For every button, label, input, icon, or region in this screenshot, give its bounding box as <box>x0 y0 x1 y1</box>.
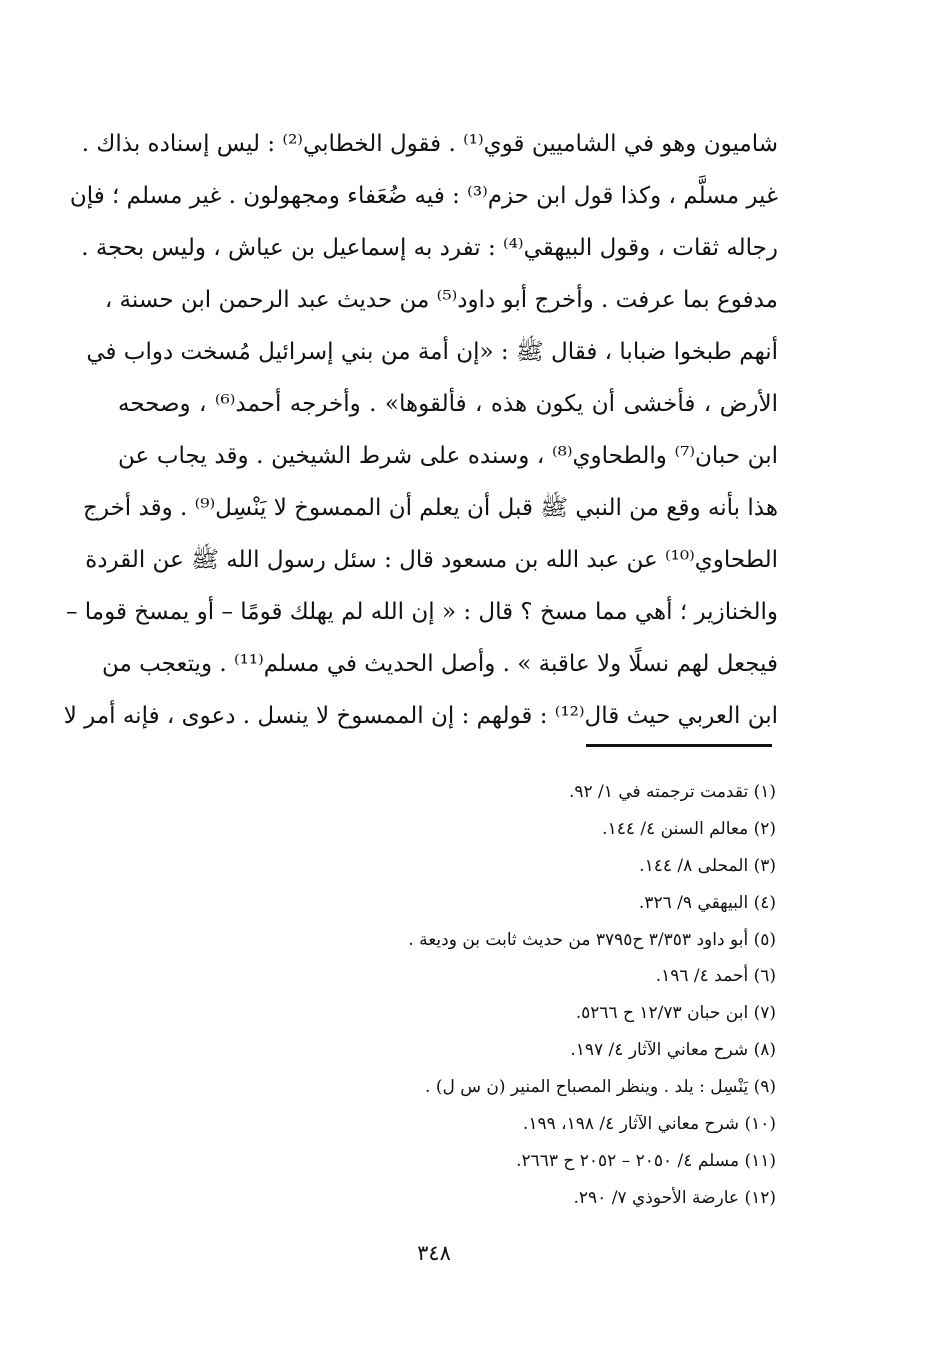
text-line: أنهم طبخوا ضبابا ، فقال ﷺ : «إن أمة من بني إسرائيل مُسخت دواب في <box>86 339 778 365</box>
footnote: (٢) معالم السنن ٤/ ١٤٤. <box>602 818 776 839</box>
page-number: ٣٤٨ <box>417 1241 451 1265</box>
footnote: (١) تقدمت ترجمته في ١/ ٩٢. <box>568 782 776 802</box>
footnote: (٩) يَنْسِل : يلد . وينظر المصباح المنير (ن س ل) . <box>425 1077 776 1098</box>
footnote: (١٢) عارضة الأحوذي ٧/ ٢٩٠. <box>573 1187 776 1208</box>
footnotes-block <box>300 774 776 1217</box>
footnote: (١١) مسلم ٤/ ٢٠٥٠ – ٢٠٥٢ ح ٢٦٦٣. <box>516 1150 776 1171</box>
text-line: والخنازير ؛ أهي مما مسخ ؟ قال : « إن الله لم يهلك قومًا – أو يمسخ قوما – <box>65 599 778 625</box>
text-line: مدفوع بما عرفت . وأخرج أبو داود⁽⁵⁾ من حديث عبد الرحمن ابن حسنة ، <box>104 287 778 313</box>
text-line: رجاله ثقات ، وقول البيهقي⁽⁴⁾ : تفرد به إسماعيل بن عياش ، وليس بحجة . <box>81 235 778 261</box>
text-line: غير مسلَّم ، وكذا قول ابن حزم⁽³⁾ : فيه ضُعَفاء ومجهولون . غير مسلم ؛ فإن <box>69 183 778 209</box>
text-line: ابن حبان⁽⁷⁾ والطحاوي⁽⁸⁾ ، وسنده على شرط الشيخين . وقد يجاب عن <box>118 443 778 469</box>
footnote: (٦) أحمد ٤/ ١٩٦. <box>655 966 776 987</box>
text-line: الأرض ، فأخشى أن يكون هذه ، فألقوها» . وأخرجه أحمد⁽⁶⁾ ، وصححه <box>118 391 779 417</box>
footnote: (٤) البيهقي ٩/ ٣٢٦. <box>638 892 776 913</box>
text-line: هذا بأنه وقع من النبي ﷺ قبل أن يعلم أن الممسوخ لا يَنْسِل⁽⁹⁾ . وقد أخرج <box>83 495 778 521</box>
footnote-separator <box>586 744 772 747</box>
footnote: (١٠) شرح معاني الآثار ٤/ ١٩٨، ١٩٩. <box>522 1114 776 1135</box>
footnote: (٨) شرح معاني الآثار ٤/ ١٩٧. <box>570 1040 776 1061</box>
main-text-block <box>63 118 779 742</box>
footnote: (٥) أبو داود ٣/٣٥٣ ح٣٧٩٥ من حديث ثابت بن وديعة . <box>408 929 776 950</box>
text-line: فيجعل لهم نسلًا ولا عاقبة » . وأصل الحديث في مسلم⁽¹¹⁾ . ويتعجب من <box>101 651 778 677</box>
text-line: شاميون وهو في الشاميين قوي⁽¹⁾ . فقول الخطابي⁽²⁾ : ليس إسناده بذاك . <box>81 131 778 157</box>
text-line: الطحاوي⁽¹⁰⁾ عن عبد الله بن مسعود قال : سئل رسول الله ﷺ عن القردة <box>85 547 778 573</box>
footnote: (٣) المحلى ٨/ ١٤٤. <box>639 855 776 876</box>
footnote: (٧) ابن حبان ١٢/٧٣ ح ٥٢٦٦. <box>575 1003 776 1024</box>
text-line: ابن العربي حيث قال⁽¹²⁾ : قولهم : إن الممسوخ لا ينسل . دعوى ، فإنه أمر لا <box>63 703 778 729</box>
